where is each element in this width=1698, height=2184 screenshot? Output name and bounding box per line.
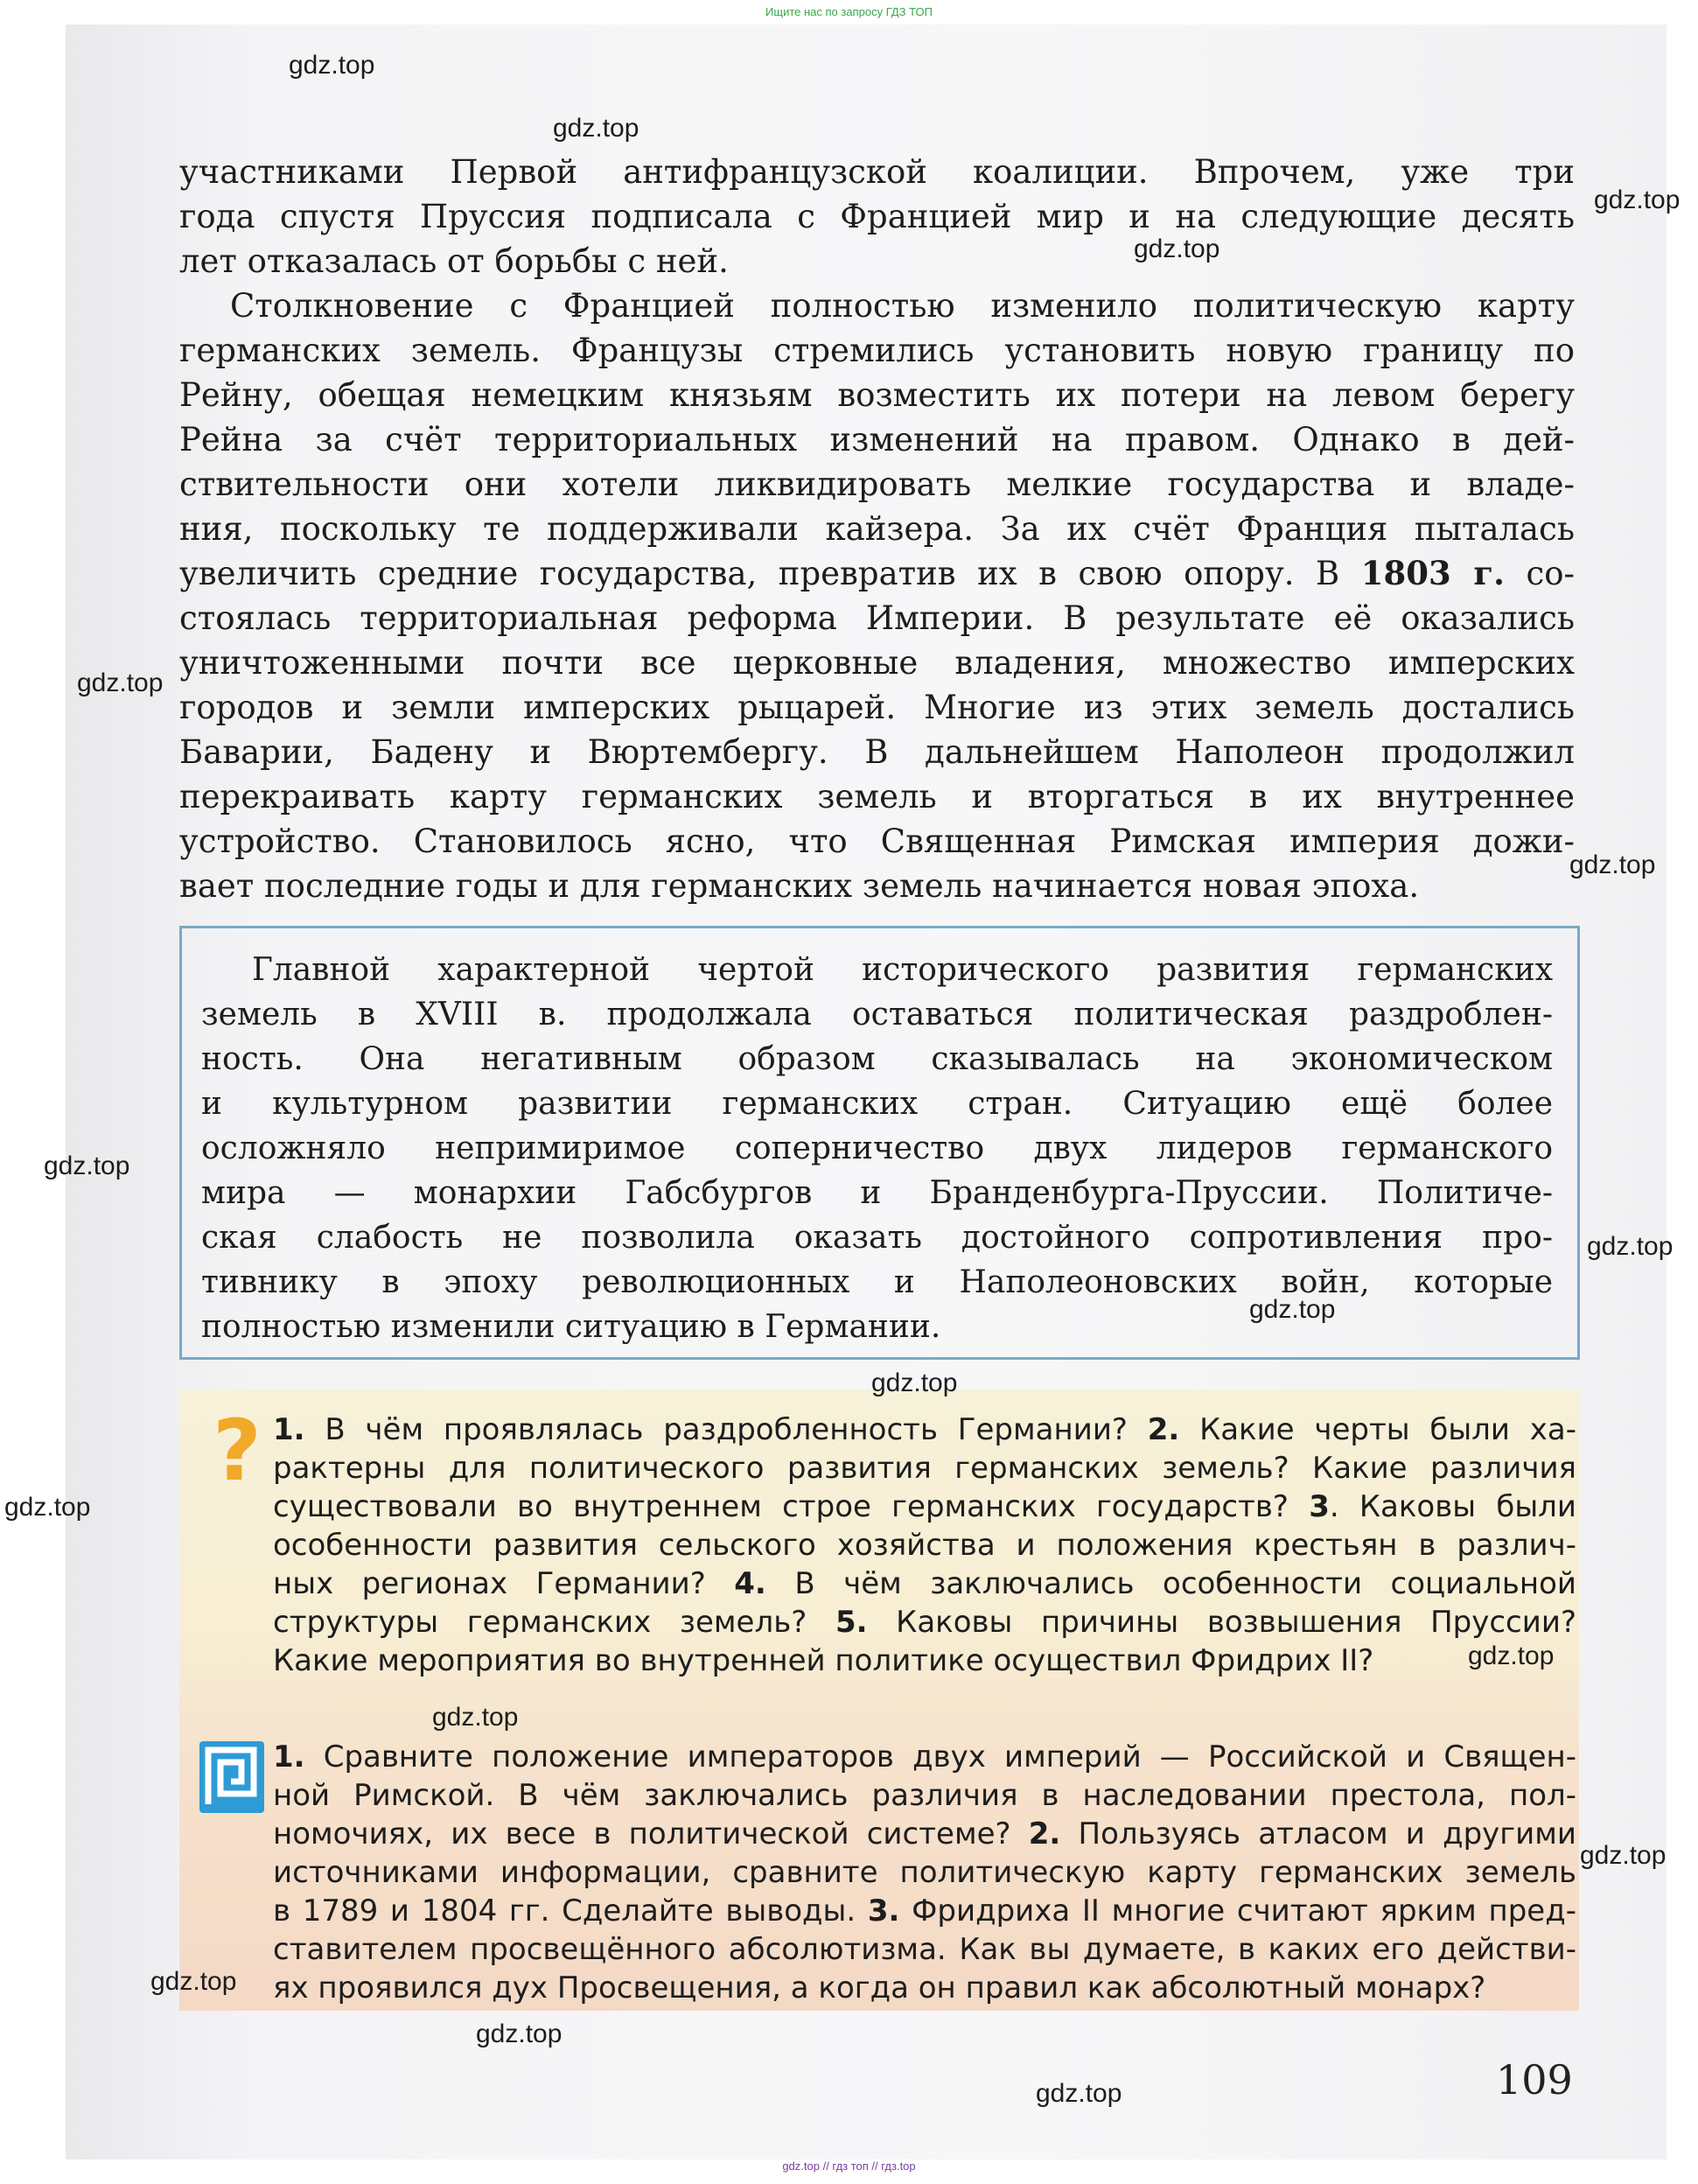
text-line: ствительности они хотели ликвидировать мелкие государства и владе- <box>179 466 1575 503</box>
text-line: Столкновение с Францией полностью изменило политическую карту <box>230 287 1575 325</box>
text-line: перекраивать карту германских земель и вторгаться в их внутреннее <box>179 778 1575 816</box>
watermark[interactable]: gdz.top <box>871 1368 958 1397</box>
summary-line: полностью изменили ситуацию в Германии. <box>201 1309 941 1345</box>
task-number: 3. <box>867 1894 900 1928</box>
task-number: 1. <box>273 1740 305 1774</box>
watermark[interactable]: gdz.top <box>4 1493 91 1522</box>
task-line: ях проявился дух Просвещения, а когда он правил как абсолютный монарх? <box>273 1970 1486 2006</box>
summary-text <box>201 948 1553 1349</box>
summary-line: осложняло непримиримое соперничество двух лидеров германского <box>201 1130 1553 1166</box>
question-text: структуры германских земель? <box>273 1605 835 1640</box>
question-number: 3 <box>1309 1489 1330 1524</box>
spiral-meander-icon <box>199 1741 264 1813</box>
question-line <box>273 1410 1576 1449</box>
question-number: 1. <box>273 1412 305 1447</box>
question-mark-icon: ? <box>213 1402 262 1500</box>
summary-line: ность. Она негативным образом сказывалась на экономическом <box>201 1041 1553 1077</box>
question-text: существовали во внутреннем строе германских государств? <box>273 1489 1310 1524</box>
task-line: ставителем просвещённого абсолютизма. Как вы думаете, в каких его действи- <box>273 1932 1576 1967</box>
bold-date: 1803 г. <box>1360 554 1505 592</box>
task-line <box>273 1892 1576 1930</box>
top-search-link[interactable]: Ищите нас по запросу ГДЗ ТОП <box>765 5 933 18</box>
watermark[interactable]: gdz.top <box>289 51 375 80</box>
text-line: Баварии, Бадену и Вюртембергу. В дальнейшем Наполеон продолжил <box>179 733 1575 771</box>
question-number: 5. <box>835 1605 868 1640</box>
review-questions <box>273 1410 1576 1680</box>
watermark[interactable]: gdz.top <box>44 1152 130 1180</box>
task-line <box>273 1738 1576 1776</box>
question-line: рактерны для политического развития германских земель? Какие различия <box>273 1451 1576 1486</box>
summary-line: и культурном развитии германских стран. Ситуацию ещё более <box>201 1086 1553 1122</box>
task-line: ной Римской. В чём заключались различия в наследовании престола, пол- <box>273 1778 1576 1813</box>
text-line: Рейна за счёт территориальных изменений на правом. Однако в дей- <box>179 421 1575 458</box>
question-line: Какие мероприятия во внутренней политике осуществил Фридрих II? <box>273 1643 1374 1678</box>
summary-line: Главной характерной чертой исторического развития германских <box>252 952 1553 988</box>
watermark[interactable]: gdz.top <box>1580 1841 1667 1870</box>
question-text: Каковы причины возвышения Пруссии? <box>867 1605 1576 1640</box>
summary-line: земель в XVIII в. продолжала оставаться политическая раздроблен- <box>201 997 1553 1032</box>
question-text: В чём проявлялась раздробленность Германии? <box>304 1412 1148 1447</box>
task-line: источниками информации, сравните политическую карту германских земель <box>273 1855 1576 1890</box>
watermark[interactable]: gdz.top <box>553 114 639 143</box>
text-line: лет отказалась от борьбы с ней. <box>179 242 729 280</box>
question-line: особенности развития сельского хозяйства и положения крестьян в различ- <box>273 1528 1576 1563</box>
summary-line: ская слабость не позволила оказать достойного сопротивления про- <box>201 1220 1553 1256</box>
text-line: Рейну, обещая немецким князьям возместить их потери на левом берегу <box>179 376 1575 414</box>
question-text: В чём заключались особенности социальной <box>765 1566 1576 1601</box>
text-fragment: увеличить средние государства, превратив их в свою опору. В <box>179 555 1361 592</box>
text-fragment: со- <box>1504 555 1575 592</box>
watermark[interactable]: gdz.top <box>1134 234 1220 263</box>
question-number: 2. <box>1147 1412 1180 1447</box>
text-line: года спустя Пруссия подписала с Францией мир и на следующие десять <box>179 198 1575 235</box>
task-text: номочиях, их весе в политической системе? <box>273 1816 1029 1852</box>
watermark[interactable]: gdz.top <box>432 1703 519 1732</box>
tasks <box>273 1738 1576 2007</box>
task-line <box>273 1815 1576 1853</box>
watermark[interactable]: gdz.top <box>1249 1295 1336 1324</box>
text-line: вает последние годы и для германских земель начинается новая эпоха. <box>179 867 1420 905</box>
question-line <box>273 1564 1576 1603</box>
watermark[interactable]: gdz.top <box>1036 2079 1122 2108</box>
page-number: 109 <box>1496 2056 1573 2104</box>
watermark[interactable]: gdz.top <box>476 2020 563 2048</box>
text-line: ния, поскольку те поддерживали кайзера. За их счёт Франция пыталась <box>179 510 1575 548</box>
task-text: Фридриха II многие считают ярким пред- <box>899 1894 1576 1928</box>
question-text: ных регионах Германии? <box>273 1566 735 1601</box>
watermark[interactable]: gdz.top <box>77 668 164 697</box>
watermark[interactable]: gdz.top <box>1468 1642 1555 1670</box>
task-number: 2. <box>1028 1816 1061 1852</box>
summary-line: мира — монархии Габсбургов и Бранденбурга-Пруссии. Политиче- <box>201 1175 1553 1211</box>
bottom-links[interactable]: gdz.top // гдз топ // гдз.top <box>782 2160 916 2173</box>
question-line <box>273 1603 1576 1642</box>
watermark[interactable]: gdz.top <box>150 1967 237 1996</box>
text-line: уничтоженными почти все церковные владения, множество имперских <box>179 644 1575 682</box>
text-line: городов и земли имперских рыцарей. Многие из этих земель достались <box>179 689 1575 726</box>
task-text: в 1789 и 1804 гг. Сделайте выводы. <box>273 1894 868 1928</box>
text-line-with-date <box>179 551 1575 596</box>
text-line: германских земель. Французы стремились установить новую границу по <box>179 332 1575 369</box>
task-text: Сравните положение императоров двух империй — Российской и Священ- <box>304 1740 1576 1774</box>
watermark[interactable]: gdz.top <box>1594 186 1681 214</box>
text-line: устройство. Становилось ясно, что Священная Римская империя дожи- <box>179 822 1575 860</box>
text-line: стоялась территориальная реформа Империи. В результате её оказались <box>179 599 1575 637</box>
watermark[interactable]: gdz.top <box>1569 850 1656 879</box>
question-text: Какие черты были ха- <box>1179 1412 1577 1447</box>
question-line <box>273 1488 1576 1526</box>
question-number: 4. <box>734 1566 766 1601</box>
main-text <box>179 150 1575 908</box>
watermark[interactable]: gdz.top <box>1587 1232 1674 1261</box>
task-text: Пользуясь атласом и другими <box>1060 1816 1576 1852</box>
text-line: участниками Первой антифранцузской коалиции. Впрочем, уже три <box>179 153 1575 191</box>
question-text: . Каковы были <box>1329 1489 1577 1524</box>
summary-line: тивнику в эпоху революционных и Наполеоновских войн, которые <box>201 1264 1553 1300</box>
